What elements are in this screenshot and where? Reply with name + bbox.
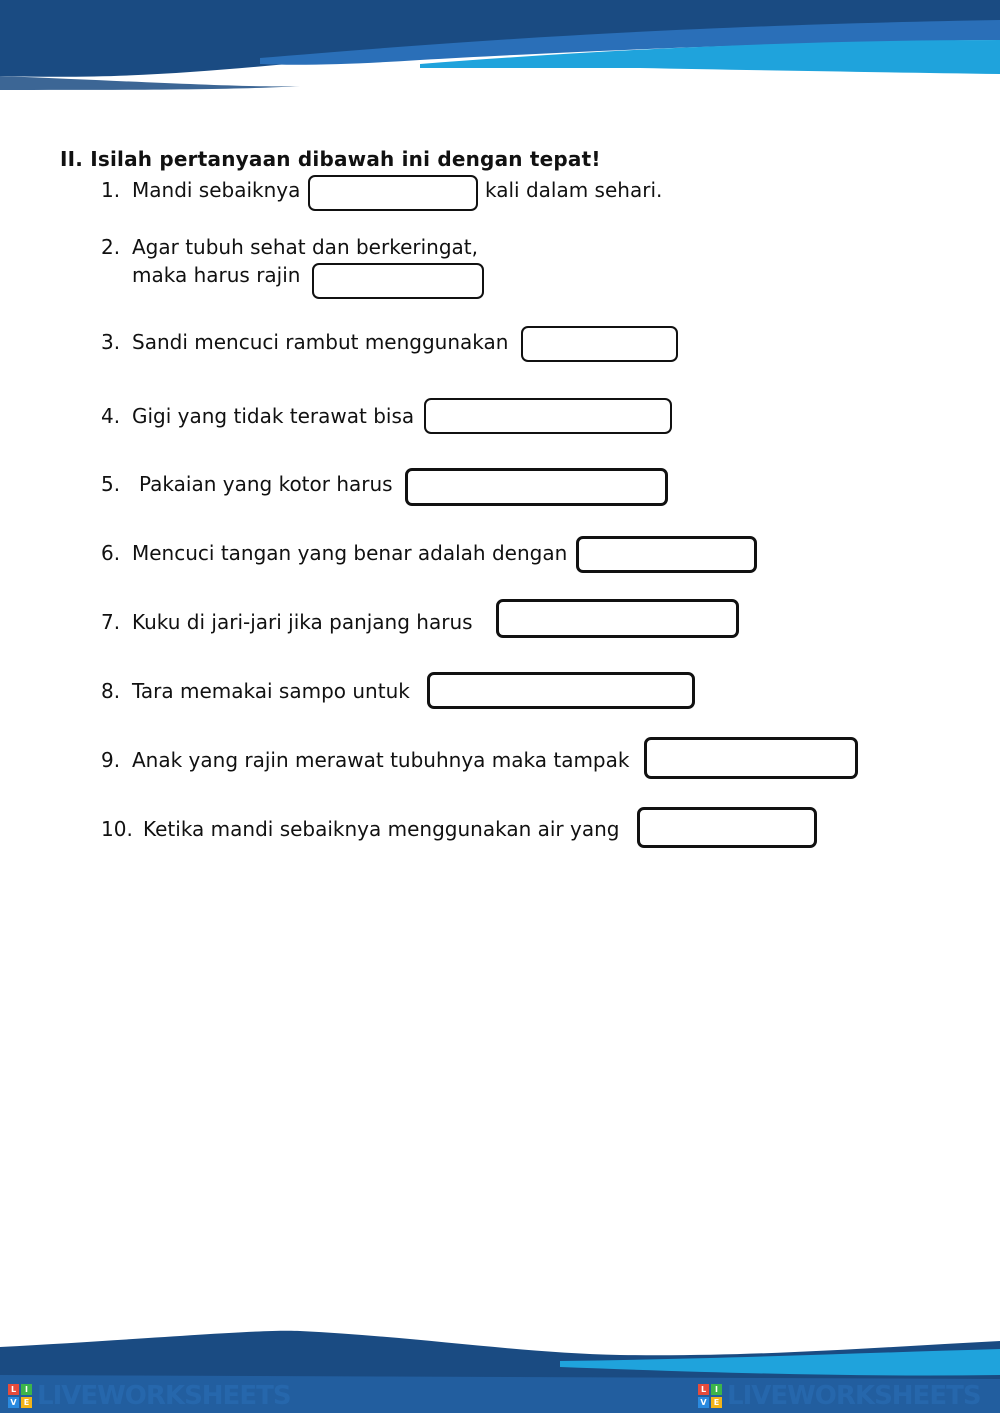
question-1-text: Mandi sebaiknya bbox=[132, 178, 301, 202]
question-6-number: 6. bbox=[101, 541, 121, 565]
question-8-number: 8. bbox=[101, 679, 121, 703]
question-7-text: Kuku di jari-jari jika panjang harus bbox=[132, 610, 473, 634]
question-8-text: Tara memakai sampo untuk bbox=[132, 679, 410, 703]
question-5-text: Pakaian yang kotor harus bbox=[139, 472, 393, 496]
answer-input-3[interactable] bbox=[521, 326, 678, 362]
answer-input-8[interactable] bbox=[427, 672, 695, 709]
question-3-number: 3. bbox=[101, 330, 121, 354]
question-2-text: Agar tubuh sehat dan berkeringat, bbox=[132, 235, 478, 259]
answer-input-6[interactable] bbox=[576, 536, 757, 573]
answer-input-10[interactable] bbox=[637, 807, 817, 848]
logo-text: LIVEWORKSHEETS bbox=[727, 1381, 981, 1411]
answer-input-5[interactable] bbox=[405, 468, 668, 506]
question-7-number: 7. bbox=[101, 610, 121, 634]
answer-input-7[interactable] bbox=[496, 599, 739, 638]
question-10-text: Ketika mandi sebaiknya menggunakan air yang bbox=[143, 817, 620, 841]
liveworksheets-logo-right bbox=[698, 1383, 981, 1409]
answer-input-2[interactable] bbox=[312, 263, 484, 299]
question-6-text: Mencuci tangan yang benar adalah dengan bbox=[132, 541, 568, 565]
question-4-text: Gigi yang tidak terawat bisa bbox=[132, 404, 415, 428]
question-4-number: 4. bbox=[101, 404, 121, 428]
question-3-text: Sandi mencuci rambut menggunakan bbox=[132, 330, 509, 354]
header-wave bbox=[0, 0, 1000, 95]
question-9-text: Anak yang rajin merawat tubuhnya maka tampak bbox=[132, 748, 630, 772]
question-2-number: 2. bbox=[101, 235, 121, 259]
answer-input-1[interactable] bbox=[308, 175, 478, 211]
question-2-text-line2: maka harus rajin bbox=[132, 263, 301, 287]
logo-mark-icon: L I V E bbox=[8, 1384, 32, 1408]
question-1-number: 1. bbox=[101, 178, 121, 202]
logo-text: LIVEWORKSHEETS bbox=[37, 1381, 291, 1411]
logo-mark-icon: L I V E bbox=[698, 1384, 722, 1408]
liveworksheets-logo-left bbox=[8, 1383, 291, 1409]
question-5-number: 5. bbox=[101, 472, 121, 496]
answer-input-4[interactable] bbox=[424, 398, 672, 434]
instruction-heading: II. Isilah pertanyaan dibawah ini dengan tepat! bbox=[60, 147, 601, 171]
question-9-number: 9. bbox=[101, 748, 121, 772]
question-10-number: 10. bbox=[101, 817, 133, 841]
answer-input-9[interactable] bbox=[644, 737, 858, 779]
question-1-suffix: kali dalam sehari. bbox=[485, 178, 663, 202]
